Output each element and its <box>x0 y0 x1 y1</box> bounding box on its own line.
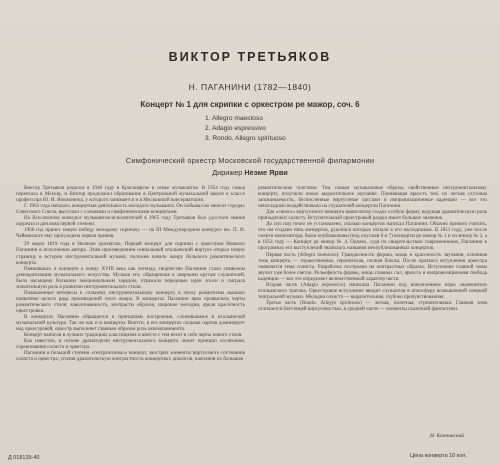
conductor-line <box>0 168 500 177</box>
movement-item: 3. Rondo. Allegro spirituoso <box>205 135 286 142</box>
notes-paragraph: Концерт написан в лучших традициях классицизма и вместе с тем несет в себе черты нового стиля. <box>24 332 243 339</box>
movement-list <box>205 114 286 144</box>
notes-paragraph: Как известно, в основе драматургии инструментального концерта лежит принцип состязания, соревнования солиста и оркестра. <box>16 338 245 351</box>
movement-item: 1. Allegro maestoso <box>205 115 263 122</box>
notes-paragraph: На Всесоюзном конкурсе музыкантов-исполнителей в 1965 году Третьяков был удостоен звания лауреата и диплома первой степени. <box>16 215 245 228</box>
notes-paragraph: Третья часть (Rondo. Allegro spirituoso) — легкая, полетная, стремительная. Главная тема отличается блестящей виртуозностью, в средней части — элементы сказочной фантастики. <box>258 299 487 312</box>
notes-paragraph: Паганини в большой степени «театрализовал» концерт, заострил элементы виртуозного состязания солиста и оркестра, усилив драматическую контрастность концертных диалогов, наполнив их большим <box>16 350 245 363</box>
notes-paragraph: 1966 год принес новую победу молодому скрипачу — на III Международном конкурсе им. П. И. Чайковского ему присуждена первая премия. <box>16 227 245 240</box>
catalog-number: Д 018139-40 <box>8 455 40 461</box>
notes-paragraph: Виктор Третьяков родился в 1946 году в Красноярске в семье музыкантов. В 1954 году семья переехала в Москву, и Виктор продолжил образование в Центральной музыкальной школе в классе профессора Ю. И. Янкелевича, у которого занимается и в Московской консерватории. <box>16 185 245 204</box>
notes-paragraph: 29 марта 1819 года в Неаполе прозвучал. Первый концерт для скрипки с оркестром Никколо Паганини в исполнении автора. Этим произведением гениальный итальянский виртуоз открыл новую страницу в истории инструментальной музыки, положив начало жанру большого романтического концерта. <box>16 241 245 266</box>
movement-item: 2. Adagio espressivo <box>205 125 266 132</box>
orchestra-line: Симфонический оркестр Московской государственной филармонии <box>125 156 375 165</box>
notes-paragraph: Появившись в концерте к концу XVIII века как легенда, творчество Паганини стало символом демократизации музыкального искусства. Музыка его, обращенная к широким кругам слушателей, была насыщена большим эмоциональным зарядом, отражала передовые идеи эпохи и сыграла значительную роль в развитии инструментального стиля. <box>16 265 245 290</box>
notes-paragraph: Вторая часть (Adagio espressivo) написана Паганини под впечатлением игры знаменитого итальянского трагика. Оркестровое вступление вводит слушателя в атмосферу возвышенной оперной театральной музыки. Мелодия солиста — выразительная, глубоко прочувствованная. <box>258 281 487 300</box>
notes-paragraph: Повышенные интересы к сольному инструментальному концерту в эпоху романтизма вызвало появление целого ряда произведений этого жанра. В концертах Паганини ярко проявились черты романтического стиля; взволнованность, контрасты образов, широкие мелодии, яркая красочность оркестровки. <box>16 289 245 314</box>
work-title: Концерт № 1 для скрипки с оркестром ре мажор, соч. 6 <box>140 100 360 109</box>
notes-paragraph: В концертах Паганини обращается к принципам построения, сложившимся в итальянской музыкальной культуре. Так же как и в концертах Виотти, в его концертах сольная партия доминирует над оркестровой, оркестр выполняет главным образом роль аккомпанемента. <box>16 313 245 333</box>
notes-paragraph: Для «своего» виртуозного концерта композитор создал особую форму, ведущая драматическую роль принадлежит солисту. Вступительный оркестровый раздел имеет большое значение. <box>258 209 487 222</box>
author-signature: Н. Кипнинский <box>430 433 464 439</box>
notes-paragraph: До сих пор точно не установлено, сколько концертов написал Паганини. Обычно принято считать, что им создано пять концертов, рукописи которых попали к его наследникам. В 1851 году, уже после смерти композитора, были опубликованы (под опусами 6 и 7) концерты ре мажор № 1 и си минор № 2, а в 1954 году — Концерт ре минор № 4. Однако, судя по свидетельствам современников, Паганини в программах его выступлений значились названия неопубликованных концертов. <box>258 221 487 252</box>
composer-line: Н. ПАГАНИНИ (1782—1840) <box>188 82 312 92</box>
notes-paragraph: С 1963 года началась концертная деятельность молодого музыканта. Он побывал во многих городах Советского Союза, выступал с сольными и симфоническими концертами. <box>16 203 245 216</box>
conductor-name: Неэме Ярви <box>244 168 288 177</box>
sleeve-price: Цена конверта 10 коп. <box>410 453 467 459</box>
notes-paragraph: романтическим чувством. Тем самым музыкальные образы, свойственные инструментальному концерту, получили новое выразительное звучание. Пленяющая яркость тем, их легкая слуховая запоминаемость, бесчисленные виртуозные пассажи и импровизационные каденции — все это неизгладимо воздействовало на слушателей концертов Паганини. <box>258 185 487 210</box>
notes-left-column <box>16 185 245 362</box>
performer-title: ВИКТОР ТРЕТЬЯКОВ <box>168 50 332 64</box>
notes-right-column <box>258 185 487 312</box>
notes-paragraph: Первая часть (Allegro maestoso). Грандиозность формы, мощь и красочность звучания, основная тема концерта — торжественная, героическая, полная блеска. После краткого вступления оркестра появляется тема солиста. Разработка построена на контрастных образах. Вступление главной темы звучит уже более светло. Рельефность формы, мощь главных сил, яркость и импровизационная свобода каденции — все это определяет величественный характер части. <box>258 251 487 282</box>
conductor-label: Дирижер <box>212 168 243 177</box>
